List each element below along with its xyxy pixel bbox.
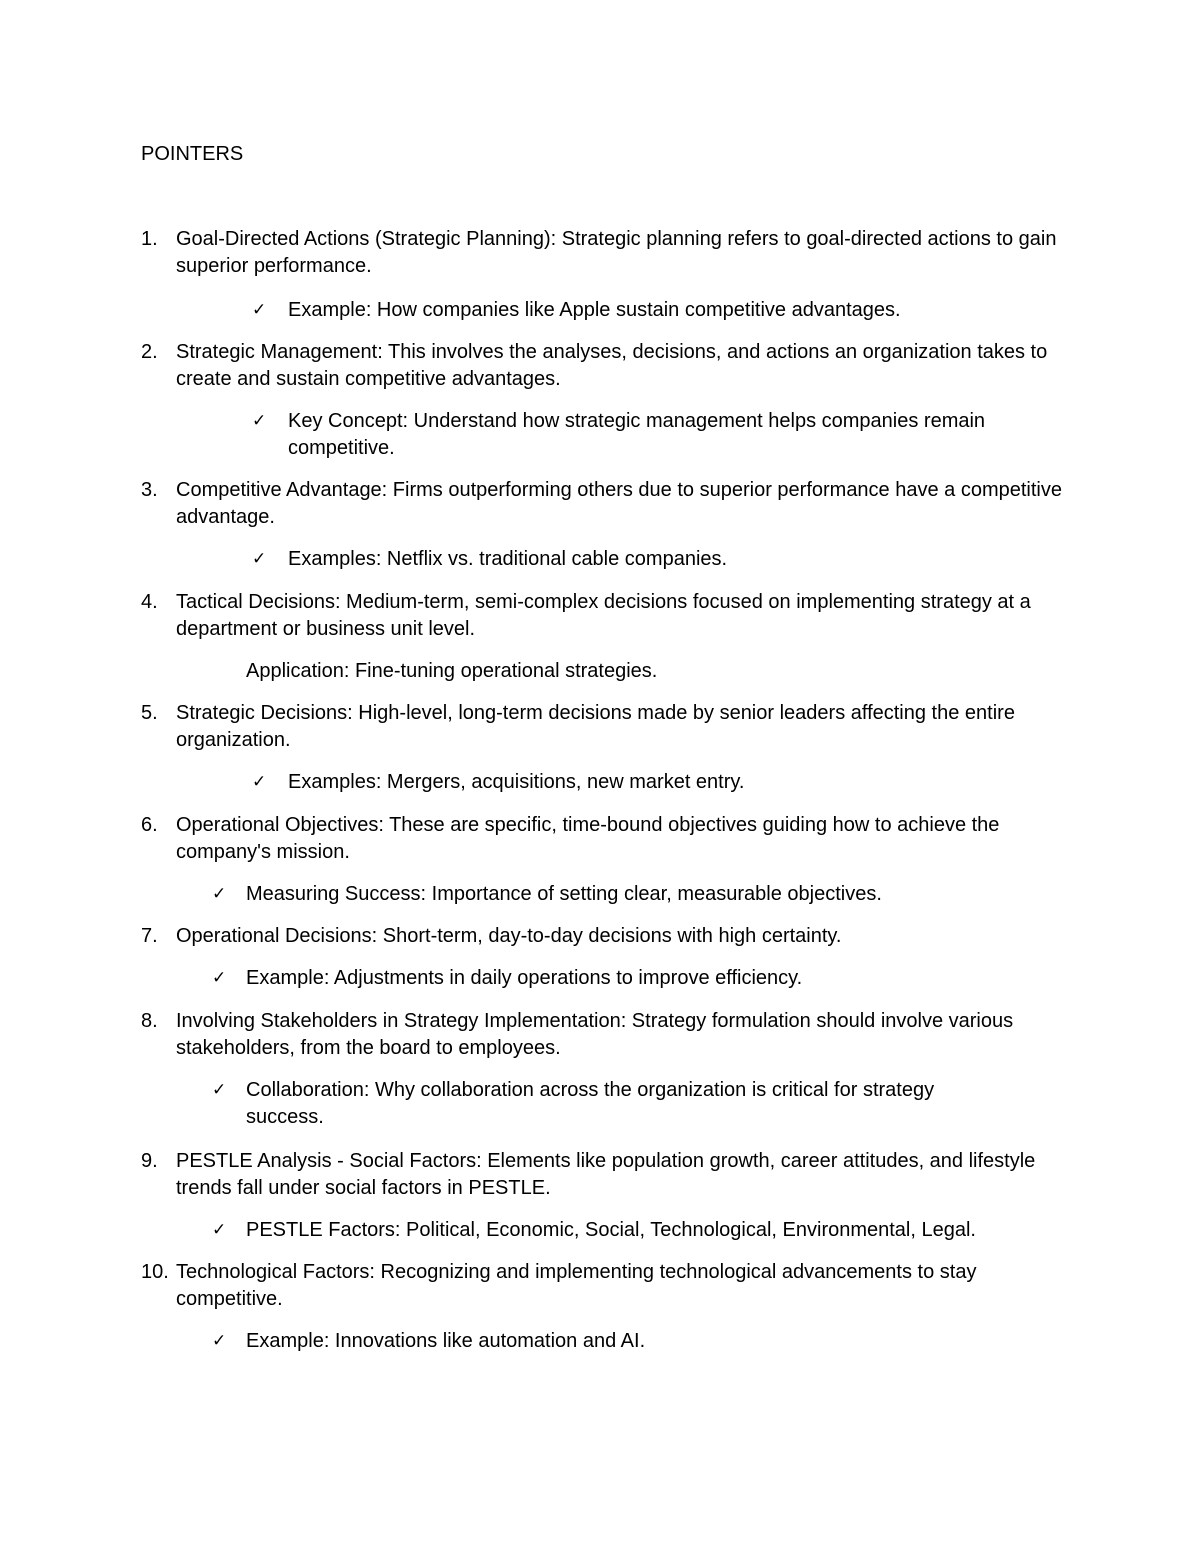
sub-point-text: Example: Innovations like automation and AI. [246,1330,646,1352]
sub-point-text: Example: Adjustments in daily operations to improve efficiency. [246,967,803,989]
list-item-text: Competitive Advantage: Firms outperforming others due to superior performance have a competitive advantage. [176,479,1062,528]
sub-point-text: Measuring Success: Importance of setting clear, measurable objectives. [246,883,882,905]
list-item-text: Involving Stakeholders in Strategy Implementation: Strategy formulation should involve various stakeholders, from the board to employees. [176,1010,1014,1059]
sub-point-text: Examples: Netflix vs. traditional cable companies. [288,548,728,570]
sub-point-text: Application: Fine-tuning operational strategies. [246,660,658,682]
list-item-number: 9. [141,1150,158,1172]
document-title: POINTERS [141,143,244,165]
list-item-text: Goal-Directed Actions (Strategic Planning): Strategic planning refers to goal-directed actions to gain superior performance. [176,228,1057,277]
list-item-text: Tactical Decisions: Medium-term, semi-complex decisions focused on implementing strategy at a department or business unit level. [176,591,1031,640]
list-item-text: Technological Factors: Recognizing and implementing technological advancements to stay competitive. [176,1261,977,1310]
sub-point-text: Collaboration: Why collaboration across the organization is critical for strategy success. [246,1079,935,1128]
sub-point-text: Example: How companies like Apple sustain competitive advantages. [288,299,901,321]
checkmark-icon: ✓ [252,300,267,320]
list-item-text: Operational Objectives: These are specific, time-bound objectives guiding how to achieve the company's mission. [176,814,1000,863]
list-item-number: 7. [141,925,158,947]
list-item-text: PESTLE Analysis - Social Factors: Elements like population growth, career attitudes, and lifestyle trends fall under social factors in PESTLE. [176,1150,1036,1199]
checkmark-icon: ✓ [212,1220,227,1240]
list-item-number: 6. [141,814,158,836]
checkmark-icon: ✓ [252,772,267,792]
list-item-number: 2. [141,341,158,363]
checkmark-icon: ✓ [212,968,227,988]
list-item-number: 5. [141,702,158,724]
list-item-text: Operational Decisions: Short-term, day-to-day decisions with high certainty. [176,925,842,947]
checkmark-icon: ✓ [252,549,267,569]
list-item-text: Strategic Decisions: High-level, long-term decisions made by senior leaders affecting the entire organization. [176,702,1015,751]
checkmark-icon: ✓ [212,1331,227,1351]
list-item-text: Strategic Management: This involves the analyses, decisions, and actions an organization takes to create and sustain competitive advantages. [176,341,1048,390]
sub-point-text: Key Concept: Understand how strategic management helps companies remain competitive. [288,410,986,459]
sub-point-text: Examples: Mergers, acquisitions, new market entry. [288,771,745,793]
list-item-number: 8. [141,1010,158,1032]
list-item-number: 3. [141,479,158,501]
list-item-number: 4. [141,591,158,613]
list-item-number: 1. [141,228,158,250]
checkmark-icon: ✓ [212,1080,227,1100]
list-item-number: 10. [141,1261,169,1283]
checkmark-icon: ✓ [252,411,267,431]
sub-point-text: PESTLE Factors: Political, Economic, Social, Technological, Environmental, Legal. [246,1219,976,1241]
checkmark-icon: ✓ [212,884,227,904]
